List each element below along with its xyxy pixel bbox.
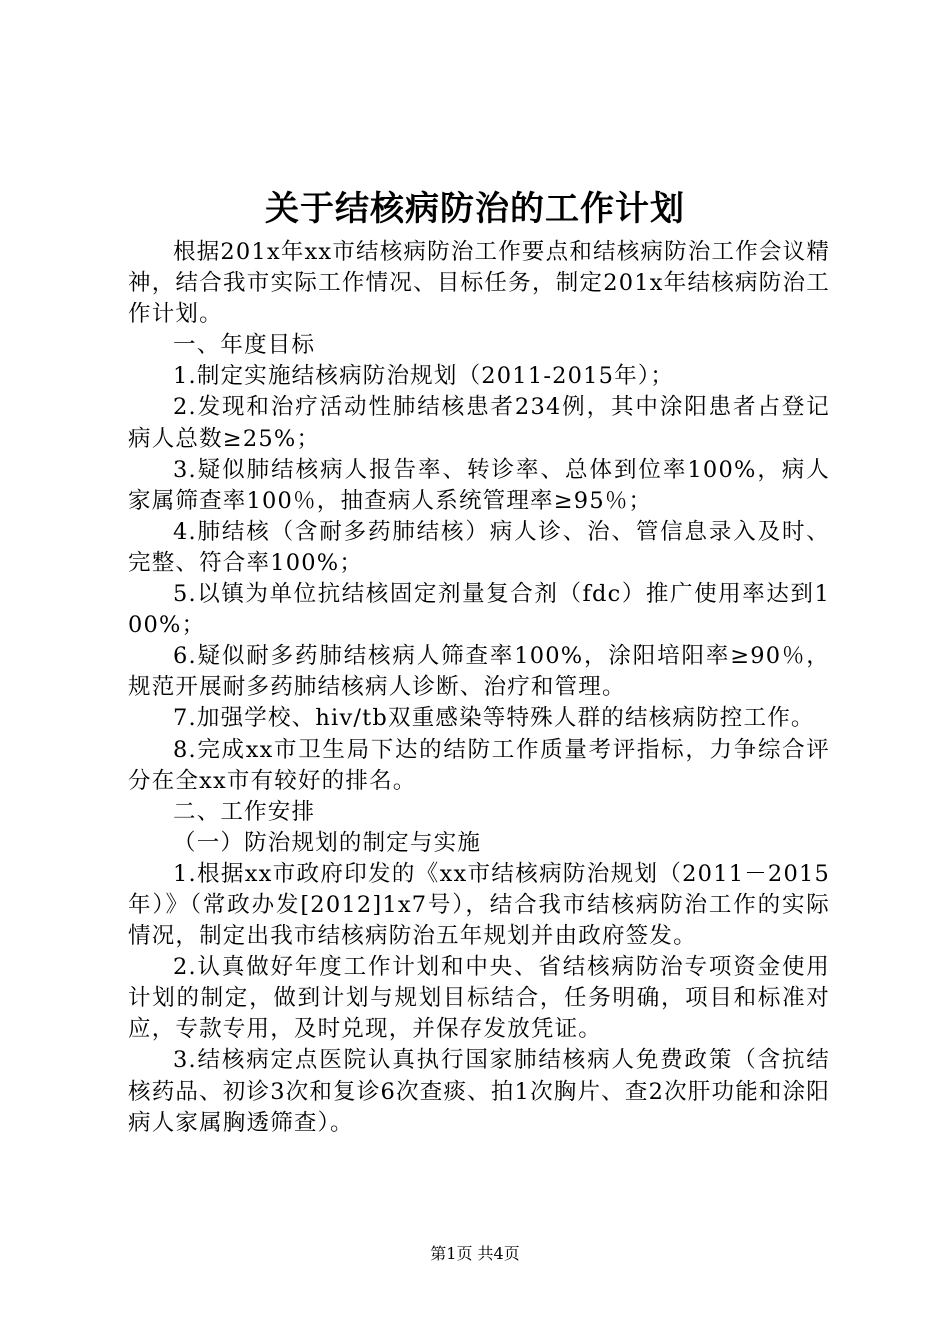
heading-work-arrangement: 二、工作安排 [173, 798, 316, 825]
page-footer: 第1页 共4页 [430, 1244, 520, 1263]
heading-annual-goals: 一、年度目标 [173, 332, 316, 359]
arrangement-item-3: 3.结核病定点医院认真执行国家肺结核病人免费政策（含抗结核药品、初诊3次和复诊6次查痰、拍1次胸片、查2次肝功能和涂阳病人家属胸透筛查）。 [128, 1047, 830, 1136]
goal-item-6: 6.疑似耐多药肺结核病人筛查率100%，涂阳培阳率≥90％，规范开展耐多药肺结核病人诊断、治疗和管理。 [128, 643, 830, 701]
arrangement-item-2: 2.认真做好年度工作计划和中央、省结核病防治专项资金使用计划的制定，做到计划与规划目标结合，任务明确，项目和标准对应，专款专用，及时兑现，并保存发放凭证。 [128, 954, 830, 1043]
goal-item-5: 5.以镇为单位抗结核固定剂量复合剂（fdc）推广使用率达到100%； [128, 581, 830, 639]
goal-item-4: 4.肺结核（含耐多药肺结核）病人诊、治、管信息录入及时、完整、符合率100%； [128, 518, 830, 576]
arrangement-item-1: 1.根据xx市政府印发的《xx市结核病防治规划（2011－2015年）》（常政办发[2012]1x7号），结合我市结核病防治工作的实际情况，制定出我市结核病防治五年规划并由政府签发。 [128, 860, 830, 950]
goal-item-7: 7.加强学校、hiv/tb双重感染等特殊人群的结核病防控工作。 [173, 705, 815, 732]
document-title: 关于结核病防治的工作计划 [265, 189, 685, 229]
paragraph-intro: 根据201x年xx市结核病防治工作要点和结核病防治工作会议精神，结合我市实际工作情况、目标任务，制定201x年结核病防治工作计划。 [128, 239, 831, 328]
goal-item-3: 3.疑似肺结核病人报告率、转诊率、总体到位率100%，病人家属筛查率100％，抽查病人系统管理率≥95％； [128, 456, 830, 514]
subheading-planning: （一）防治规划的制定与实施 [173, 829, 482, 856]
goal-item-1: 1.制定实施结核病防治规划（2011-2015年）； [173, 363, 675, 390]
goal-item-8: 8.完成xx市卫生局下达的结防工作质量考评指标，力争综合评分在全xx市有较好的排名。 [128, 736, 830, 794]
goal-item-2: 2.发现和治疗活动性肺结核患者234例，其中涂阳患者占登记病人总数≥25%； [128, 394, 830, 452]
document-body [128, 237, 830, 1139]
